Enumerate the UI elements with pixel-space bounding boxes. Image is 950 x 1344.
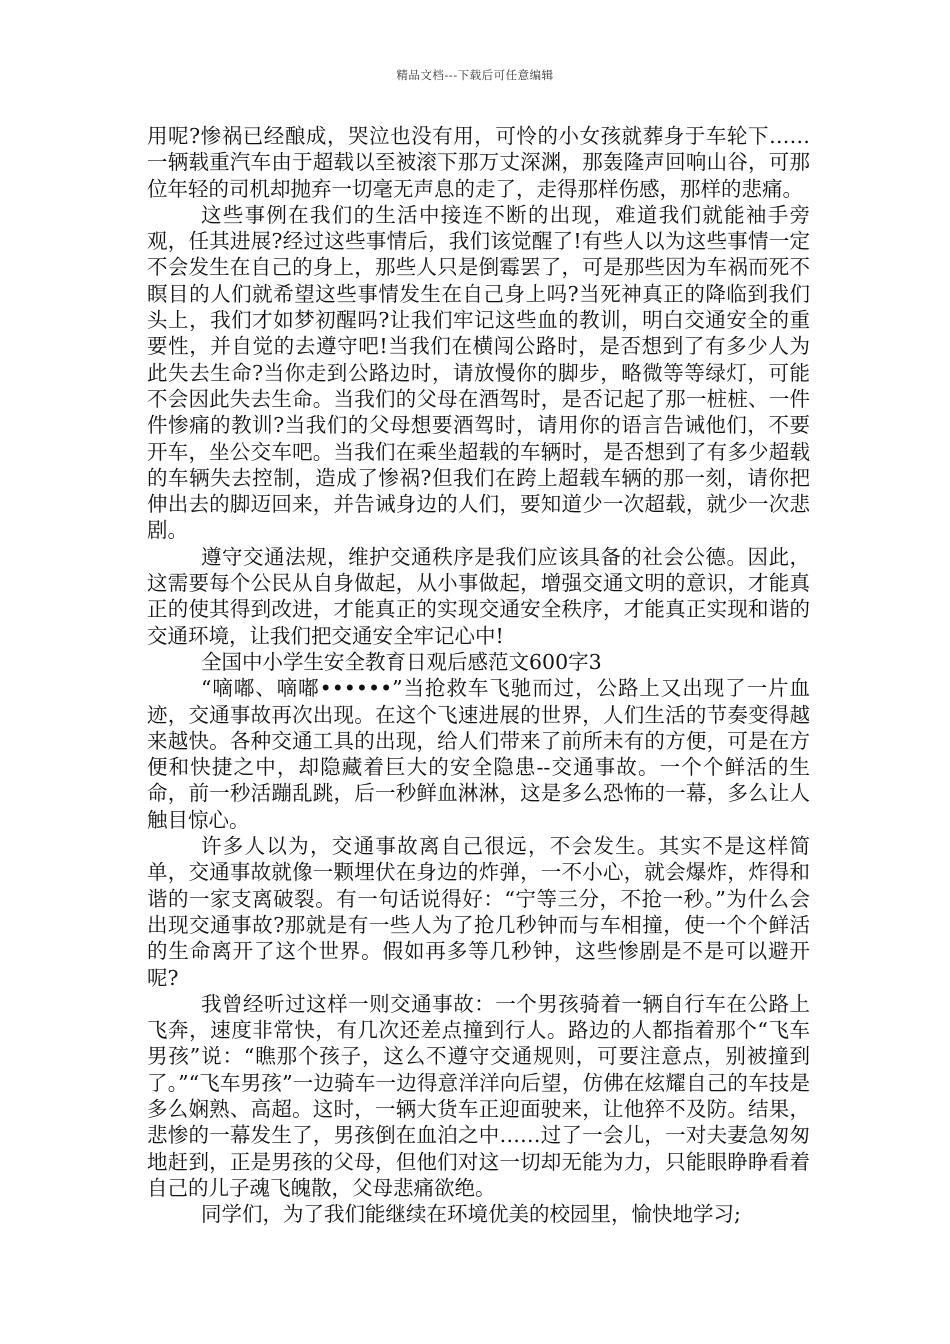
paragraph-continuation: 用呢?惨祸已经酿成，哭泣也没有用，可怜的小女孩就葬身于车轮下……一辆载重汽车由于超载以至被滚下那万丈深渊，那轰隆声回响山谷，可那位年轻的司机却抛弃一切毫无声息的走了，走得那样伤感，那样的悲痛。 <box>147 124 810 201</box>
paragraph: “嘀嘟、嘀嘟••••••”当抢救车飞驰而过，公路上又出现了一片血迹，交通事故再次出现。在这个飞速进展的世界，人们生活的节奏变得越来越快。各种交通工具的出现，给人们带来了前所未有的方便，可是在方便和快捷之中，却隐藏着巨大的安全隐患--交通事故。一个个鲜活的生命，前一秒活蹦乱跳，后一秒鲜血淋淋，这是多么恐怖的一幕，多么让人触目惊心。 <box>147 676 810 832</box>
paragraph: 同学们，为了我们能继续在环境优美的校园里，愉快地学习; <box>201 1202 741 1227</box>
document-body <box>147 123 810 1227</box>
paragraph: 我曾经听过这样一则交通事故：一个男孩骑着一辆自行车在公路上飞奔，速度非常快，有几次还差点撞到行人。路边的人都指着那个“飞车男孩”说：“瞧那个孩子，这么不遵守交通规则，可要注意点，别被撞到了。”“飞车男孩”一边骑车一边得意洋洋向后望，仿佛在炫耀自己的车技是多么娴熟、高超。这时，一辆大货车正迎面驶来，让他猝不及防。结果，悲惨的一幕发生了，男孩倒在血泊之中……过了一会儿，一对夫妻急匆匆地赶到，正是男孩的父母，但他们对这一切却无能为力，只能眼睁睁看着自己的儿子魂飞魄散，父母悲痛欲绝。 <box>147 991 810 1200</box>
section-title: 全国中小学生安全教育日观后感范文600字3 <box>201 649 602 674</box>
paragraph: 许多人以为，交通事故离自己很远，不会发生。其实不是这样简单，交通事故就像一颗埋伏在身边的炸弹，一不小心，就会爆炸，炸得和谐的一家支离破裂。有一句话说得好：“宁等三分，不抢一秒。”为什么会出现交通事故?那就是有一些人为了抢几秒钟而与车相撞，使一个个鲜活的生命离开了这个世界。假如再多等几秒钟，这些惨剧是不是可以避开呢? <box>147 834 810 990</box>
paragraph: 这些事例在我们的生活中接连不断的出现，难道我们就能袖手旁观，任其进展?经过这些事情后，我们该觉醒了!有些人以为这些事情一定不会发生在自己的身上，那些人只是倒霉罢了，可是那些因为车祸而死不瞑目的人们就希望这些事情发生在自己身上吗?当死神真正的降临到我们头上，我们才如梦初醒吗?让我们牢记这些血的教训，明白交通安全的重要性，并自觉的去遵守吧!当我们在横闯公路时，是否想到了有多少人为此失去生命?当你走到公路边时，请放慢你的脚步，略微等等绿灯，可能不会因此失去生命。当我们的父母在酒驾时，是否记起了那一桩桩、一件件惨痛的教训?当我们的父母想要酒驾时，请用你的语言告诫他们，不要开车，坐公交车吧。当我们在乘坐超载的车辆时，是否想到了有多少超载的车辆失去控制，造成了惨祸?但我们在跨上超载车辆的那一刻，请你把伸出去的脚迈回来，并告诫身边的人们，要知道少一次超载，就少一次悲剧。 <box>147 202 810 543</box>
paragraph: 遵守交通法规，维护交通秩序是我们应该具备的社会公德。因此，这需要每个公民从自身做起，从小事做起，增强交通文明的意识，才能真正的使其得到改进，才能真正的实现交通安全秩序，才能真正实现和谐的交通环境，让我们把交通安全牢记心中! <box>147 544 810 648</box>
page-header: 精品文档---下载后可任意编辑 <box>396 68 554 82</box>
